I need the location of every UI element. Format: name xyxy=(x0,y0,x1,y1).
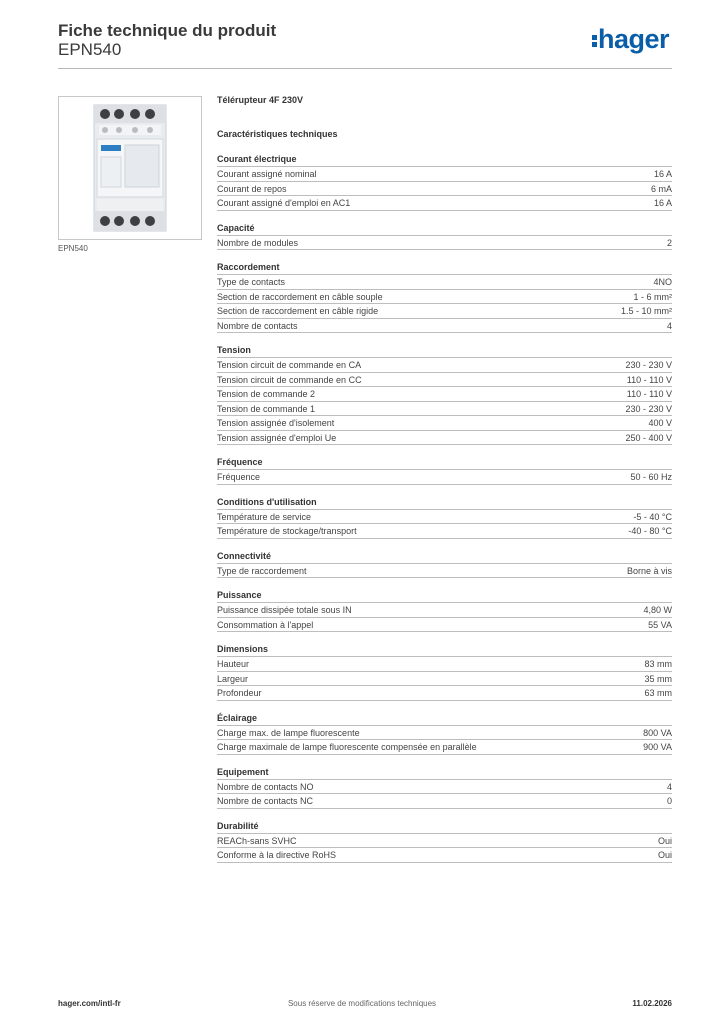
spec-section xyxy=(217,766,672,809)
spec-section xyxy=(217,550,672,579)
section-title: Puissance xyxy=(217,589,672,603)
spec-value: 4,80 W xyxy=(643,605,672,615)
spec-value: 35 mm xyxy=(644,673,672,684)
spec-value: 4 xyxy=(666,781,672,792)
spec-row xyxy=(217,167,672,182)
spec-row xyxy=(217,416,672,431)
spec-sections xyxy=(217,153,672,863)
spec-label: Température de stockage/transport xyxy=(217,526,357,536)
spec-row xyxy=(217,275,672,290)
section-title: Dimensions xyxy=(217,643,672,657)
spec-label: Courant assigné nominal xyxy=(217,169,317,179)
footer-website[interactable]: hager.com/intl-fr xyxy=(58,999,121,1008)
logo-text: hager xyxy=(598,24,670,54)
spec-row xyxy=(217,236,672,251)
spec-label: Tension assignée d'emploi Ue xyxy=(217,432,337,443)
spec-label: Conforme à la directive RoHS xyxy=(217,850,337,860)
product-image xyxy=(58,96,202,240)
spec-row xyxy=(217,603,672,618)
spec-value: 110 - 110 V xyxy=(626,374,672,385)
spec-row xyxy=(217,402,672,417)
section-title: Equipement xyxy=(217,766,672,780)
spec-row xyxy=(217,740,672,755)
page-title: Fiche technique du produit xyxy=(58,21,277,40)
spec-value: 16 A xyxy=(653,198,672,208)
spec-label: Consommation à l'appel xyxy=(217,619,314,630)
product-name: Télérupteur 4F 230V xyxy=(217,95,304,105)
spec-label: Nombre de modules xyxy=(217,237,299,248)
spec-row xyxy=(217,182,672,197)
spec-row xyxy=(217,834,672,849)
spec-row xyxy=(217,848,672,863)
section-title: Raccordement xyxy=(217,261,672,275)
image-caption: EPN540 xyxy=(58,244,88,253)
spec-section xyxy=(217,496,672,539)
spec-value: 63 mm xyxy=(644,688,672,698)
spec-value: 6 mA xyxy=(650,183,672,194)
spec-value: 83 mm xyxy=(644,659,672,669)
spec-value: 250 - 400 V xyxy=(625,432,672,443)
product-code: EPN540 xyxy=(58,40,122,59)
section-title: Conditions d'utilisation xyxy=(217,496,672,510)
spec-row xyxy=(217,387,672,402)
spec-value: Borne à vis xyxy=(626,565,672,576)
spec-label: Charge max. de lampe fluorescente xyxy=(217,727,360,738)
spec-row xyxy=(217,618,672,633)
spec-label: Courant de repos xyxy=(217,183,287,194)
header-divider xyxy=(58,68,672,69)
spec-label: Largeur xyxy=(217,673,249,684)
section-title: Durabilité xyxy=(217,820,672,834)
spec-label: REACh-sans SVHC xyxy=(217,835,297,846)
spec-row xyxy=(217,358,672,373)
spec-section xyxy=(217,456,672,485)
spec-value: 50 - 60 Hz xyxy=(630,472,672,482)
spec-label: Tension circuit de commande en CC xyxy=(217,374,362,385)
spec-label: Puissance dissipée totale sous IN xyxy=(217,605,352,615)
spec-label: Nombre de contacts NO xyxy=(217,781,314,792)
spec-heading: Caractéristiques techniques xyxy=(217,129,338,139)
spec-row xyxy=(217,470,672,485)
spec-value: -5 - 40 °C xyxy=(633,511,672,522)
spec-row xyxy=(217,196,672,211)
section-title: Connectivité xyxy=(217,550,672,564)
spec-section xyxy=(217,261,672,333)
spec-value: 2 xyxy=(666,237,672,248)
spec-section xyxy=(217,643,672,701)
spec-value: 1.5 - 10 mm² xyxy=(620,306,672,316)
spec-label: Tension de commande 2 xyxy=(217,389,316,399)
spec-row xyxy=(217,780,672,795)
logo-dots-icon xyxy=(592,33,597,49)
spec-label: Tension assignée d'isolement xyxy=(217,418,335,428)
spec-section xyxy=(217,820,672,863)
spec-label: Section de raccordement en câble rigide xyxy=(217,306,379,316)
spec-value: 16 A xyxy=(653,169,672,179)
spec-value: 230 - 230 V xyxy=(625,403,672,414)
spec-row xyxy=(217,794,672,809)
section-title: Tension xyxy=(217,344,672,358)
spec-value: Oui xyxy=(657,835,672,846)
spec-label: Courant assigné d'emploi en AC1 xyxy=(217,198,351,208)
spec-label: Température de service xyxy=(217,511,312,522)
section-title: Fréquence xyxy=(217,456,672,470)
spec-section xyxy=(217,589,672,632)
footer-date: 11.02.2026 xyxy=(632,999,672,1008)
spec-row xyxy=(217,431,672,446)
spec-row xyxy=(217,304,672,319)
footer-notice: Sous réserve de modifications techniques xyxy=(287,999,437,1008)
contactor-illustration-icon xyxy=(59,97,201,239)
spec-value: Oui xyxy=(657,850,672,860)
spec-label: Section de raccordement en câble souple xyxy=(217,291,383,302)
spec-row xyxy=(217,510,672,525)
spec-label: Tension circuit de commande en CA xyxy=(217,360,362,370)
spec-label: Hauteur xyxy=(217,659,250,669)
spec-label: Nombre de contacts NC xyxy=(217,796,314,806)
spec-value: 1 - 6 mm² xyxy=(633,291,672,302)
spec-label: Charge maximale de lampe fluorescente compensée en parallèle xyxy=(217,742,477,752)
section-title: Courant électrique xyxy=(217,153,672,167)
spec-content xyxy=(217,95,672,863)
spec-label: Tension de commande 1 xyxy=(217,403,316,414)
spec-value: 400 V xyxy=(648,418,672,428)
spec-label: Fréquence xyxy=(217,472,261,482)
section-title: Capacité xyxy=(217,222,672,236)
spec-label: Nombre de contacts xyxy=(217,320,298,331)
spec-value: 800 VA xyxy=(643,727,672,738)
spec-label: Type de contacts xyxy=(217,277,286,287)
spec-value: -40 - 80 °C xyxy=(628,526,672,536)
spec-value: 900 VA xyxy=(643,742,672,752)
hager-logo xyxy=(592,26,669,53)
spec-section xyxy=(217,712,672,755)
spec-value: 4 xyxy=(666,320,672,331)
spec-value: 55 VA xyxy=(648,619,672,630)
spec-label: Profondeur xyxy=(217,688,262,698)
section-title: Éclairage xyxy=(217,712,672,726)
spec-row xyxy=(217,672,672,687)
spec-row xyxy=(217,524,672,539)
spec-row xyxy=(217,726,672,741)
spec-section xyxy=(217,153,672,211)
spec-value: 230 - 230 V xyxy=(625,360,672,370)
spec-value: 4NO xyxy=(653,277,672,287)
spec-value: 0 xyxy=(666,796,672,806)
spec-row xyxy=(217,290,672,305)
spec-section xyxy=(217,344,672,445)
spec-row xyxy=(217,319,672,334)
spec-row xyxy=(217,686,672,701)
spec-row xyxy=(217,564,672,579)
spec-value: 110 - 110 V xyxy=(626,389,672,399)
spec-row xyxy=(217,373,672,388)
spec-section xyxy=(217,222,672,251)
spec-label: Type de raccordement xyxy=(217,565,307,576)
spec-row xyxy=(217,657,672,672)
